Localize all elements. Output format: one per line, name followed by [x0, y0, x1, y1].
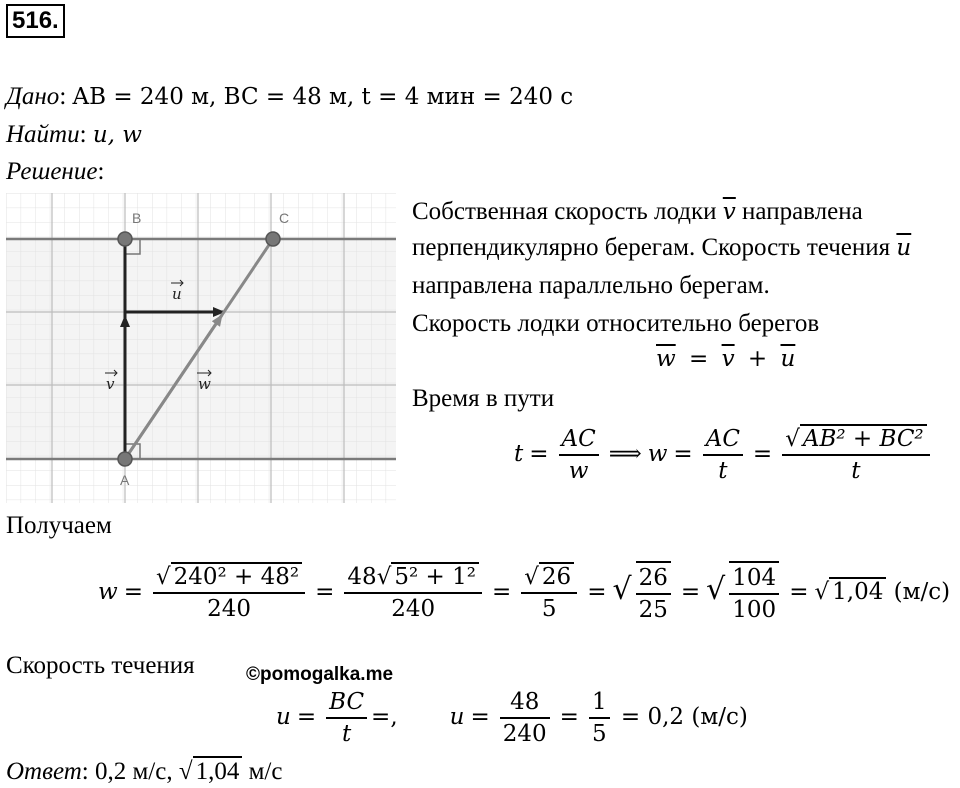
- eq: =: [587, 579, 607, 605]
- vector-diagram: [6, 193, 396, 503]
- t: t: [514, 441, 524, 467]
- u2: u: [449, 704, 465, 730]
- frac-1: $\frac{\text{√ 240² + 48²}}{240}$: [153, 562, 305, 624]
- sqrt-frac-4: √: [612, 572, 632, 607]
- formula-w-calc: [98, 561, 950, 625]
- v-vec: $\overline{v}$: [721, 346, 735, 372]
- find-label: Найти: [6, 121, 80, 148]
- point-a: [118, 452, 132, 466]
- label-w: w: [198, 375, 211, 393]
- frac-2: $\frac{\text{48√ 5² + 1²}}{240}$: [344, 562, 482, 624]
- text-line-2a: перпендикулярно берегам. Скорость течения: [412, 234, 897, 261]
- eq: =: [752, 441, 773, 467]
- received-label: Получаем: [6, 512, 112, 539]
- current-label: Скорость течения: [6, 652, 195, 679]
- answer-label: Ответ: [6, 758, 82, 785]
- formula-time: [514, 424, 934, 486]
- eq: =: [123, 579, 143, 605]
- eq: =: [491, 579, 512, 605]
- w-vec: $\overline{w}$: [656, 346, 676, 372]
- eq: =: [789, 579, 809, 605]
- watermark: ©pomogalka.me: [246, 664, 394, 685]
- point-c: [266, 232, 280, 246]
- formula-w-sum: [656, 344, 795, 374]
- eq: =: [673, 441, 693, 467]
- sqrt-frac-5: √: [706, 572, 726, 607]
- frac-4: $\frac{26}{25}$: [636, 561, 671, 625]
- frac-sqrt-t: $\frac{\text{√ AB² + BC²}}{t}$: [782, 424, 929, 486]
- w: w: [98, 579, 118, 605]
- text-line-3: направлена параллельно берегам.: [412, 272, 770, 299]
- eq: =: [529, 441, 549, 467]
- w: w: [647, 441, 668, 467]
- answer-text: : 0,2 м/с,: [81, 758, 179, 785]
- eq: =: [559, 704, 579, 730]
- label-v: v: [106, 375, 115, 393]
- find-line: Найти: u, w: [6, 121, 142, 148]
- frac-bc-t: $\frac{BC}{t}$: [326, 687, 367, 749]
- solution-label: Решение: [6, 158, 98, 185]
- frac-48-240: $\frac{48}{240}$: [500, 687, 550, 749]
- time-label: Время в пути: [412, 385, 555, 412]
- vec-u-inline: $\overline{u}$: [896, 235, 912, 261]
- frac-5: $\frac{104}{100}$: [729, 561, 779, 625]
- label-u: u: [172, 285, 182, 303]
- eq: =: [315, 579, 335, 605]
- text-line-1b: направлена: [735, 198, 863, 225]
- vec-v-inline: $\overline{v}$: [722, 199, 736, 225]
- frac-ac-w: $\frac{AC}{w}$: [559, 424, 599, 486]
- frac-1-5: $\frac{1}{5}$: [589, 687, 610, 749]
- sep: =,: [371, 704, 398, 730]
- given-text: AB = 240 м, BC = 48 м, t = 4 мин = 240 с: [72, 84, 574, 110]
- label-b: B: [132, 210, 142, 226]
- point-b: [118, 232, 132, 246]
- sqrt-6: √ 1,04: [814, 579, 886, 605]
- answer-line: [6, 757, 282, 787]
- frac-ac-t: $\frac{AC}{t}$: [703, 424, 743, 486]
- text-line-1: [412, 197, 863, 227]
- solution-line: Решение:: [6, 158, 105, 185]
- implies: ⟹: [608, 441, 642, 467]
- text-line-2: [412, 233, 911, 263]
- text-line-4: Скорость лодки относительно берегов: [412, 310, 820, 337]
- u-result: = 0,2 (м/с): [620, 704, 748, 730]
- problem-number: 516.: [6, 4, 65, 38]
- u-vec: $\overline{u}$: [780, 346, 796, 372]
- eq: =: [680, 579, 701, 605]
- eq: =: [689, 346, 709, 372]
- label-a: A: [120, 472, 130, 488]
- answer-sqrt: √ 1,04: [179, 757, 242, 787]
- eq: =: [470, 704, 490, 730]
- find-text: u, w: [92, 122, 142, 148]
- plus: +: [747, 346, 768, 372]
- u: u: [276, 704, 291, 730]
- label-c: C: [279, 210, 290, 226]
- given-line: Дано: AB = 240 м, BC = 48 м, t = 4 мин = 240 с: [6, 83, 574, 110]
- text-line-1a: Собственная скорость лодки: [412, 198, 723, 225]
- formula-u: [276, 687, 748, 749]
- frac-3: $\frac{√ 26}{5}$: [521, 562, 577, 624]
- given-label: Дано: [6, 83, 60, 110]
- unit: (м/с): [893, 579, 951, 605]
- eq: =: [296, 704, 317, 730]
- answer-unit: м/с: [242, 758, 283, 785]
